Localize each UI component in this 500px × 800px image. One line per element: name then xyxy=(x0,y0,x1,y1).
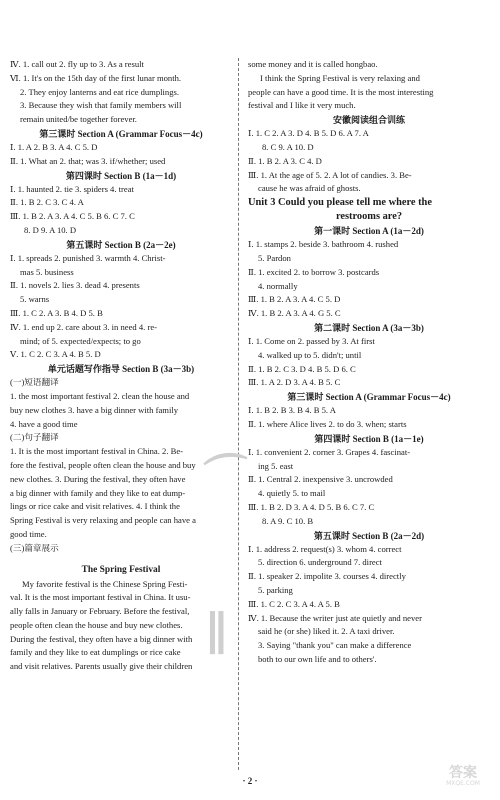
answer-line: good time. xyxy=(10,528,47,539)
answer-line: (三)篇章展示 xyxy=(10,542,59,553)
answer-line: Spring Festival is very relaxing and people can have a xyxy=(10,515,196,526)
answer-line: people often clean the house and buy new clothes. xyxy=(10,619,183,630)
answer-line: Ⅳ. 1. end up 2. care about 3. in need 4. re- xyxy=(10,321,157,332)
answer-line: 2. They enjoy lanterns and eat rice dumplings. xyxy=(20,86,180,97)
answer-line: Ⅲ. 1. B 2. A 3. A 4. C 5. B 6. C 7. C xyxy=(10,211,135,222)
answer-line: mas 5. business xyxy=(20,266,74,277)
essay-title: The Spring Festival xyxy=(81,564,161,575)
right-column xyxy=(248,58,490,667)
answer-line: 5. parking xyxy=(258,584,293,595)
answer-line: ally falls in January or February. Before the festival, xyxy=(10,606,190,617)
answer-line: My favorite festival is the Chinese Spring Festi- xyxy=(22,578,188,589)
answer-line: Ⅰ. 1. B 2. B 3. B 4. B 5. A xyxy=(248,405,336,416)
answer-line: 1. It is the most important festival in China. 2. Be- xyxy=(10,446,184,457)
answer-line: 4. normally xyxy=(258,280,298,291)
answer-line: Ⅰ. 1. spreads 2. punished 3. warmth 4. Christ- xyxy=(10,252,166,263)
answer-line: 5. Pardon xyxy=(258,252,291,263)
answer-line: 4. quietly 5. to mail xyxy=(258,488,326,499)
site-logo: 答案 MXQE.COM xyxy=(446,765,480,787)
answer-line: Ⅲ. 1. B 2. A 3. A 4. C 5. D xyxy=(248,294,341,305)
answer-line: 4. have a good time xyxy=(10,418,78,429)
answer-line: Ⅲ. 1. C 2. C 3. A 4. A 5. B xyxy=(248,598,340,609)
answer-line: Ⅰ. 1. convenient 2. corner 3. Grapes 4. fascinat- xyxy=(248,446,411,457)
answer-line: ing 5. east xyxy=(258,460,294,471)
answer-line: Ⅰ. 1. haunted 2. tie 3. spiders 4. treat xyxy=(10,183,134,194)
section-heading: 单元话题写作指导 Section B (3a－3b) xyxy=(47,364,195,375)
answer-line: Ⅰ. 1. A 2. B 3. A 4. C 5. D xyxy=(10,141,98,152)
answer-line: (二)句子翻译 xyxy=(10,432,59,443)
answer-line: family and they like to eat dumplings or rice cake xyxy=(10,647,181,658)
answer-line: Ⅱ. 1. What an 2. that; was 3. if/whether; used xyxy=(10,155,166,166)
answer-line: Ⅳ. 1. B 2. A 3. A 4. G 5. C xyxy=(248,308,341,319)
answer-line: Ⅲ. 1. B 2. D 3. A 4. D 5. B 6. C 7. C xyxy=(248,501,375,512)
section-heading: 第五课时 Section B (2a－2e) xyxy=(66,239,176,250)
section-heading: 安徽阅读组合训练 xyxy=(332,115,405,126)
section-heading: 第四课时 Section B (1a－1d) xyxy=(65,170,177,181)
unit-title: Unit 3 Could you please tell me where the xyxy=(248,197,432,209)
answer-line: remain united/be together forever. xyxy=(20,114,137,125)
answer-line: Ⅱ. 1. B 2. C 3. C 4. A xyxy=(10,197,84,208)
answer-line: cause he was afraid of ghosts. xyxy=(258,183,361,194)
answer-line: and visit relatives. Parents usually give their children xyxy=(10,661,193,672)
answer-line: 5. warns xyxy=(20,294,50,305)
section-heading: 第五课时 Section B (2a－2d) xyxy=(313,530,425,541)
answer-line: Ⅵ. 1. It's on the 15th day of the first lunar month. xyxy=(10,72,182,83)
answer-line: Ⅲ. 1. C 2. A 3. B 4. D 5. B xyxy=(10,307,103,318)
answer-line: buy new clothes 3. have a big dinner with family xyxy=(10,404,179,415)
answer-line: val. It is the most important festival in China. It usu- xyxy=(10,592,191,603)
answer-line: Ⅰ. 1. address 2. request(s) 3. whom 4. correct xyxy=(248,543,402,554)
section-heading: 第二课时 Section A (3a－3b) xyxy=(314,322,424,333)
unit-title: restrooms are? xyxy=(335,211,403,223)
answer-line: a big dinner with family and they like to eat dump- xyxy=(10,487,186,498)
answer-line: some money and it is called hongbao. xyxy=(248,59,378,69)
section-heading: 第四课时 Section B (1a－1e) xyxy=(314,433,424,444)
answer-line: Ⅰ. 1. C 2. A 3. D 4. B 5. D 6. A 7. A xyxy=(248,128,369,139)
answer-line: Ⅱ. 1. speaker 2. impolite 3. courses 4. directly xyxy=(248,571,406,582)
answer-line: (一)短语翻译 xyxy=(10,377,59,388)
answer-line: mind; of 5. expected/expects; to go xyxy=(20,335,141,346)
answer-line: Ⅳ. 1. call out 2. fly up to 3. As a result xyxy=(10,59,144,69)
answer-line: new clothes. 3. During the festival, they often have xyxy=(10,473,186,484)
answer-line: 8. D 9. A 10. D xyxy=(24,224,77,235)
watermark-mark: ∥ xyxy=(205,605,227,656)
answer-line: people can have a good time. It is the most interesting xyxy=(248,86,434,97)
answer-line: fore the festival, people often clean the house and buy xyxy=(10,459,196,470)
left-column xyxy=(10,58,232,674)
page-number: · 2 · xyxy=(242,776,258,786)
answer-line: 5. direction 6. underground 7. direct xyxy=(258,557,382,568)
answer-line: 8. A 9. C 10. B xyxy=(262,515,314,526)
answer-line: lings or rice cake and visit relatives. 4. I think the xyxy=(10,501,180,512)
answer-line: 3. Because they wish that family members will xyxy=(20,100,182,111)
answer-line: Ⅲ. 1. A 2. D 3. A 4. B 5. C xyxy=(248,377,341,388)
answer-line: 4. walked up to 5. didn't; until xyxy=(258,349,362,360)
answer-line: Ⅱ. 1. B 2. A 3. C 4. D xyxy=(248,155,322,166)
answer-line: Ⅱ. 1. where Alice lives 2. to do 3. when; starts xyxy=(248,418,407,429)
answer-line: Ⅱ. 1. novels 2. lies 3. dead 4. presents xyxy=(10,280,140,291)
answer-line: Ⅱ. 1. B 2. C 3. D 4. B 5. D 6. C xyxy=(248,363,356,374)
answer-line: festival and I like it very much. xyxy=(248,100,356,111)
answer-line: Ⅱ. 1. excited 2. to borrow 3. postcards xyxy=(248,266,380,277)
column-divider xyxy=(238,58,239,770)
answer-line: During the festival, they often have a big dinner with xyxy=(10,633,193,644)
answer-line: Ⅱ. 1. Central 2. inexpensive 3. uncrowded xyxy=(248,474,393,485)
answer-line: Ⅳ. 1. Because the writer just ate quietly and never xyxy=(248,612,422,623)
answer-line: 8. C 9. A 10. D xyxy=(262,141,314,152)
section-heading: 第三课时 Section A (Grammar Focus－4c) xyxy=(39,128,203,139)
answer-line: Ⅲ. 1. At the age of 5. 2. A lot of candies. 3. Be- xyxy=(248,169,412,180)
answer-line: 3. Saying "thank you" can make a difference xyxy=(258,640,412,651)
section-heading: 第一课时 Section A (1a－2d) xyxy=(314,226,424,237)
answer-line: I think the Spring Festival is very relaxing and xyxy=(260,72,420,83)
answer-line: Ⅰ. 1. stamps 2. beside 3. bathroom 4. rushed xyxy=(248,239,399,250)
answer-line: 1. the most important festival 2. clean the house and xyxy=(10,390,190,401)
answer-line: both to our own life and to others'. xyxy=(258,653,377,664)
answer-line: Ⅴ. 1. C 2. C 3. A 4. B 5. D xyxy=(10,349,101,360)
section-heading: 第三课时 Section A (Grammar Focus－4c) xyxy=(287,392,451,403)
answer-line: said he (or she) liked it. 2. A taxi driver. xyxy=(258,626,395,637)
watermark-mark: ⌒ xyxy=(202,448,253,505)
answer-line: Ⅰ. 1. Come on 2. passed by 3. At first xyxy=(248,335,375,346)
